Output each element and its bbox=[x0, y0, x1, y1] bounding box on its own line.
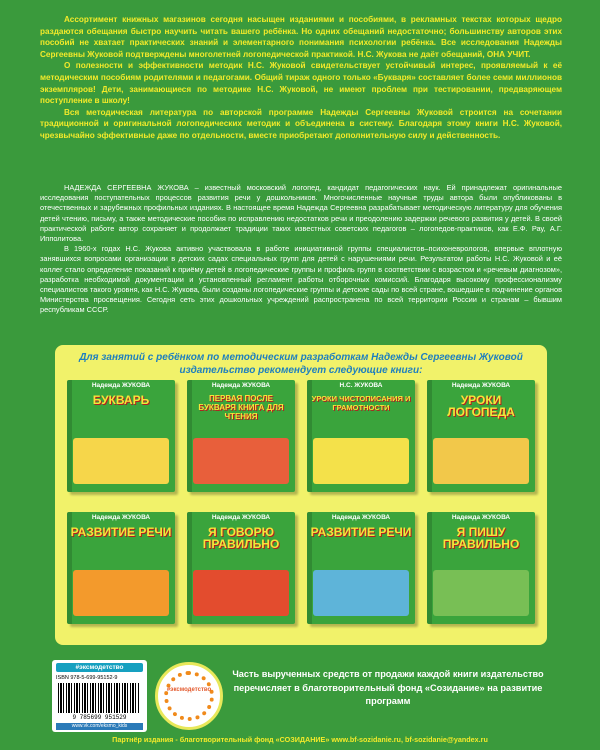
intro-paragraph-3: Вся методическая литература по авторской программе Надежды Сергеевны Жуковой строится на сочетании традиционной и оригинальной логопедических методик и объединена в систему. Благодаря этому книги Н.С. Жуковой, чрезвычайно эффективные даже по отдельности, вместе приобретают дополнительную силу и действенность. bbox=[40, 107, 562, 140]
charity-note: Часть вырученных средств от продажи каждой книги издательство перечисляет в благотворительный фонд «Созидание» на развитие программ bbox=[232, 669, 544, 706]
book-cover-speech-development-2 bbox=[307, 512, 415, 624]
book-illustration bbox=[433, 438, 529, 484]
recommended-heading-line-1: Для занятий с ребёнком по методическим разработкам Надежды Сергеевны Жуковой bbox=[79, 352, 523, 363]
barcode-image bbox=[58, 683, 140, 713]
book-author: Надежда ЖУКОВА bbox=[91, 514, 151, 521]
book-author: Н.С. ЖУКОВА bbox=[339, 382, 383, 389]
book-cover-bukvar bbox=[67, 380, 175, 492]
intro-paragraph-2: О полезности и эффективности методик Н.С. Жуковой свидетельствует устойчивый интерес, проявляемый к её методическим пособиям родителями и педагогами. Общий тираж одного только «Букваря» составляет более семи миллионов экземпляров! Дети, занимающиеся по методике Н.С. Жуковой, не имеют проблем при тестировании, предваряющем поступление в школу! bbox=[40, 61, 562, 106]
book-title: Я ГОВОРЮ ПРАВИЛЬНО bbox=[202, 525, 280, 551]
bio-paragraph-2: В 1960-х годах Н.С. Жукова активно участвовала в работе инициативной группы специалистов–психоневрологов, впервые вплотную занявшихся вопросами организации в детских садах специальных групп для детей с нарушениями речи. Результатом работы Н.С. Жуковой и её коллег стало определение показаний к приёму детей в логопедические группы и профиль групп в соответствии с возрастом и «речевым диагнозом», разработка необходимой документации и установленный регламент работы отборочных комиссий. Благодаря высокому профессионализму специалистов такого уровня, как Н.С. Жукова, были созданы логопедические группы и детские сады по всей стране, вошедшие в подчинение органов Министерства просвещения. Сегодня сеть этих дошкольных учреждений распространена по всей территории России и странам – бывшим республикам СССР. bbox=[40, 244, 562, 315]
book-illustration bbox=[193, 438, 289, 484]
book-title: БУКВАРЬ bbox=[92, 393, 150, 407]
eksmo-kids-logo: #эксмодетство bbox=[56, 663, 143, 672]
book-author: Надежда ЖУКОВА bbox=[211, 382, 271, 389]
book-illustration bbox=[73, 438, 169, 484]
book-illustration bbox=[73, 570, 169, 616]
intro-paragraph-1: Ассортимент книжных магазинов сегодня насыщен изданиями и пособиями, в рекламных текстах которых щедро раздаются обещания быстро научить читать вашего ребёнка. Но одних обещаний недостаточно; большинству авторов этих пособий не хватает практических знаний и элементарного понимания психологии ребёнка. Все исследования Надежды Сергеевны Жуковой подтверждены многолетней логопедической практикой. Н.С. Жукова не даёт обещаний, ОНА УЧИТ. bbox=[40, 15, 562, 59]
vk-link[interactable]: www.vk.com/eksmo_kids bbox=[56, 723, 143, 730]
book-author: Надежда ЖУКОВА bbox=[211, 514, 271, 521]
book-illustration bbox=[313, 438, 409, 484]
intro-text bbox=[40, 14, 562, 142]
book-cover-first-reader bbox=[187, 380, 295, 492]
recommended-books-panel bbox=[55, 345, 547, 645]
barcode-block bbox=[52, 660, 147, 732]
recommended-heading-line-2: издательство рекомендует следующие книги: bbox=[179, 365, 423, 376]
book-title: УРОКИ ЧИСТОПИСАНИЯ И ГРАМОТНОСТИ bbox=[311, 394, 411, 412]
book-cover-i-write-correctly bbox=[427, 512, 535, 624]
book-cover-penmanship bbox=[307, 380, 415, 492]
book-title: ПЕРВАЯ ПОСЛЕ БУКВАРЯ КНИГА ДЛЯ ЧТЕНИЯ bbox=[198, 394, 284, 421]
book-grid bbox=[67, 380, 535, 640]
book-illustration bbox=[433, 570, 529, 616]
badge-ring-icon bbox=[164, 671, 214, 721]
book-title: Я ПИШУ ПРАВИЛЬНО bbox=[442, 525, 520, 551]
book-cover-speech-development-1 bbox=[67, 512, 175, 624]
badge-text: #эксмодетство bbox=[166, 687, 212, 693]
recommended-heading bbox=[55, 351, 547, 377]
book-illustration bbox=[313, 570, 409, 616]
book-cover-speech-therapist-lessons bbox=[427, 380, 535, 492]
eksmo-kids-badge bbox=[155, 662, 223, 730]
author-bio bbox=[40, 183, 562, 316]
book-illustration bbox=[193, 570, 289, 616]
book-author: Надежда ЖУКОВА bbox=[451, 514, 511, 521]
bio-paragraph-1: НАДЕЖДА СЕРГЕЕВНА ЖУКОВА – известный московский логопед, кандидат педагогических наук. Ей принадлежат оригинальные исследования поступательных процессов развития речи у дошкольников. Многочисленные научные труды автора были опубликованы в отечественных и зарубежных профильных изданиях. В настоящее время Надежда Сергеевна разрабатывает методическую литературу для обучения детей чтению, письму, а также методические пособия по исправлению недостатков речи и преодолению задержки речевого развития у детей. В своей практической работе автор сохраняет и продолжает традиции таких известных советских педагогов – логопедов-практиков, как Е.Ф. Рау, А.Г. Ипполитова. bbox=[40, 183, 562, 244]
book-cover-i-speak-correctly bbox=[187, 512, 295, 624]
barcode-number: 9 785699 951529 bbox=[72, 714, 127, 721]
book-author: Надежда ЖУКОВА bbox=[451, 382, 511, 389]
book-title: УРОКИ ЛОГОПЕДА bbox=[447, 393, 515, 419]
book-title: РАЗВИТИЕ РЕЧИ bbox=[310, 525, 412, 539]
book-author: Надежда ЖУКОВА bbox=[331, 514, 391, 521]
partner-footer: Партнёр издания - благотворительный фонд «СОЗИДАНИЕ» www.bf-sozidanie.ru, bf-sozidanie@yandex.ru bbox=[112, 735, 488, 744]
book-author: Надежда ЖУКОВА bbox=[91, 382, 151, 389]
book-title: РАЗВИТИЕ РЕЧИ bbox=[70, 525, 172, 539]
isbn-label: ISBN 978-5-699-95152-9 bbox=[56, 675, 118, 681]
